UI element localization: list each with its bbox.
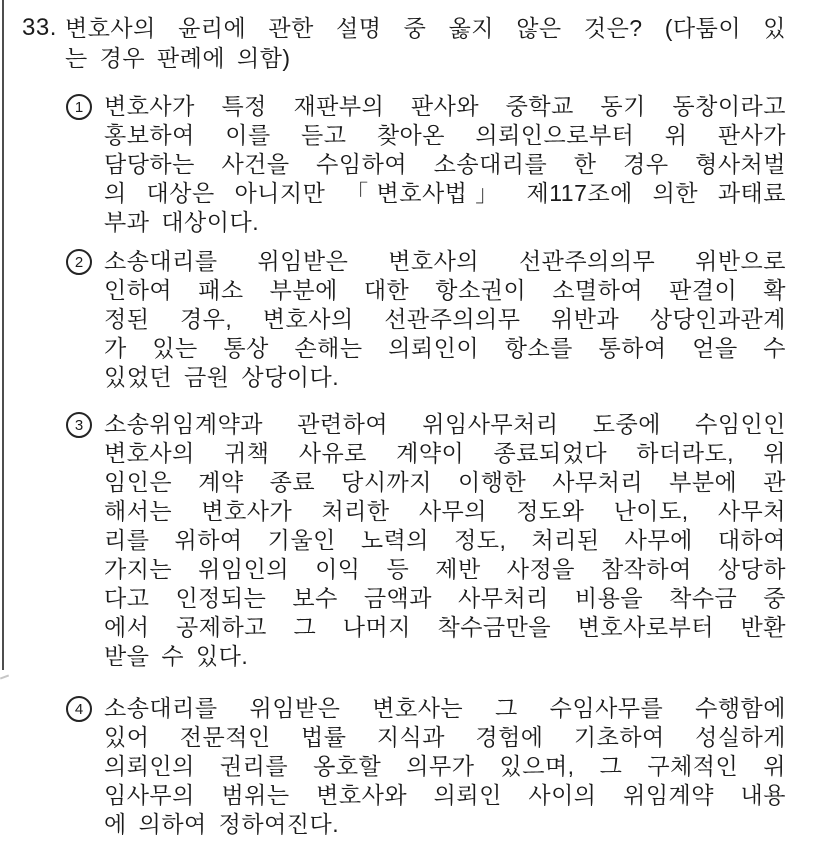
option-3-line: 에서 공제하고 그 나머지 착수금만을 변호사로부터 반환 [104,614,786,640]
option-4 [66,694,786,839]
exam-question-block [22,13,786,839]
question-prompt-line: 는 경우 판례에 의함) [65,45,291,71]
option-3 [66,410,786,671]
option-2-line: 있었던 금원 상당이다. [104,364,340,390]
option-2-line: 인하여 패소 부분에 대한 항소권이 소멸하여 판결이 확 [104,277,786,303]
option-1-line: 홍보하여 이를 듣고 찾아온 의뢰인으로부터 위 판사가 [104,122,786,148]
question-number: 33. [22,14,57,41]
option-3-text [104,410,786,671]
option-1-line: 변호사가 특정 재판부의 판사와 중학교 동기 동창이라고 [104,93,786,119]
option-4-line: 소송대리를 위임받은 변호사는 그 수임사무를 수행함에 [104,695,786,721]
option-2 [66,247,786,392]
option-1-line: 의 대상은 아니지만 「변호사법」 제117조에 의한 과태료 [104,180,786,206]
option-4-line: 임사무의 범위는 변호사와 의뢰인 사이의 위임계약 내용 [104,782,786,808]
option-3-line: 받을 수 있다. [104,643,249,669]
option-4-line: 에 의하여 정하여진다. [104,811,340,837]
option-2-circled-number: 2 [66,249,92,275]
question-header [22,13,786,73]
option-2-text [104,247,786,392]
option-4-circled-number: 4 [66,696,92,722]
question-prompt [65,13,786,73]
option-3-line: 변호사의 귀책 사유로 계약이 종료되었다 하더라도, 위 [104,440,786,466]
option-2-line: 가 있는 통상 손해는 의뢰인이 항소를 통하여 얻을 수 [104,335,786,361]
page-border-left-rule [2,0,4,670]
option-3-line: 가지는 위임인의 이익 등 제반 사정을 참작하여 상당하 [104,556,786,582]
option-2-line: 정된 경우, 변호사의 선관주의의무 위반과 상당인과관계 [104,306,786,332]
question-prompt-line: 변호사의 윤리에 관한 설명 중 옳지 않은 것은? (다툼이 있 [65,15,786,41]
option-3-circled-number: 3 [66,412,92,438]
option-2-line: 소송대리를 위임받은 변호사의 선관주의의무 위반으로 [104,248,786,274]
option-1-text [104,92,786,237]
option-3-line: 다고 인정되는 보수 금액과 사무처리 비용을 착수금 중 [104,585,786,611]
option-3-line: 임인은 계약 종료 당시까지 이행한 사무처리 부분에 관 [104,469,786,495]
option-3-line: 리를 위하여 기울인 노력의 정도, 처리된 사무에 대하여 [104,527,786,553]
option-4-text [104,694,786,839]
page-border-corner-mark [0,675,9,680]
option-1-line: 담당하는 사건을 수임하여 소송대리를 한 경우 형사처벌 [104,151,786,177]
option-1 [66,92,786,237]
option-1-line: 부과 대상이다. [104,209,260,235]
option-3-line: 해서는 변호사가 처리한 사무의 정도와 난이도, 사무처 [104,498,786,524]
option-3-line: 소송위임계약과 관련하여 위임사무처리 도중에 수임인인 [104,411,786,437]
option-1-circled-number: 1 [66,94,92,120]
option-4-line: 의뢰인의 권리를 옹호할 의무가 있으며, 그 구체적인 위 [104,753,786,779]
options-list [66,92,786,839]
option-4-line: 있어 전문적인 법률 지식과 경험에 기초하여 성실하게 [104,724,786,750]
